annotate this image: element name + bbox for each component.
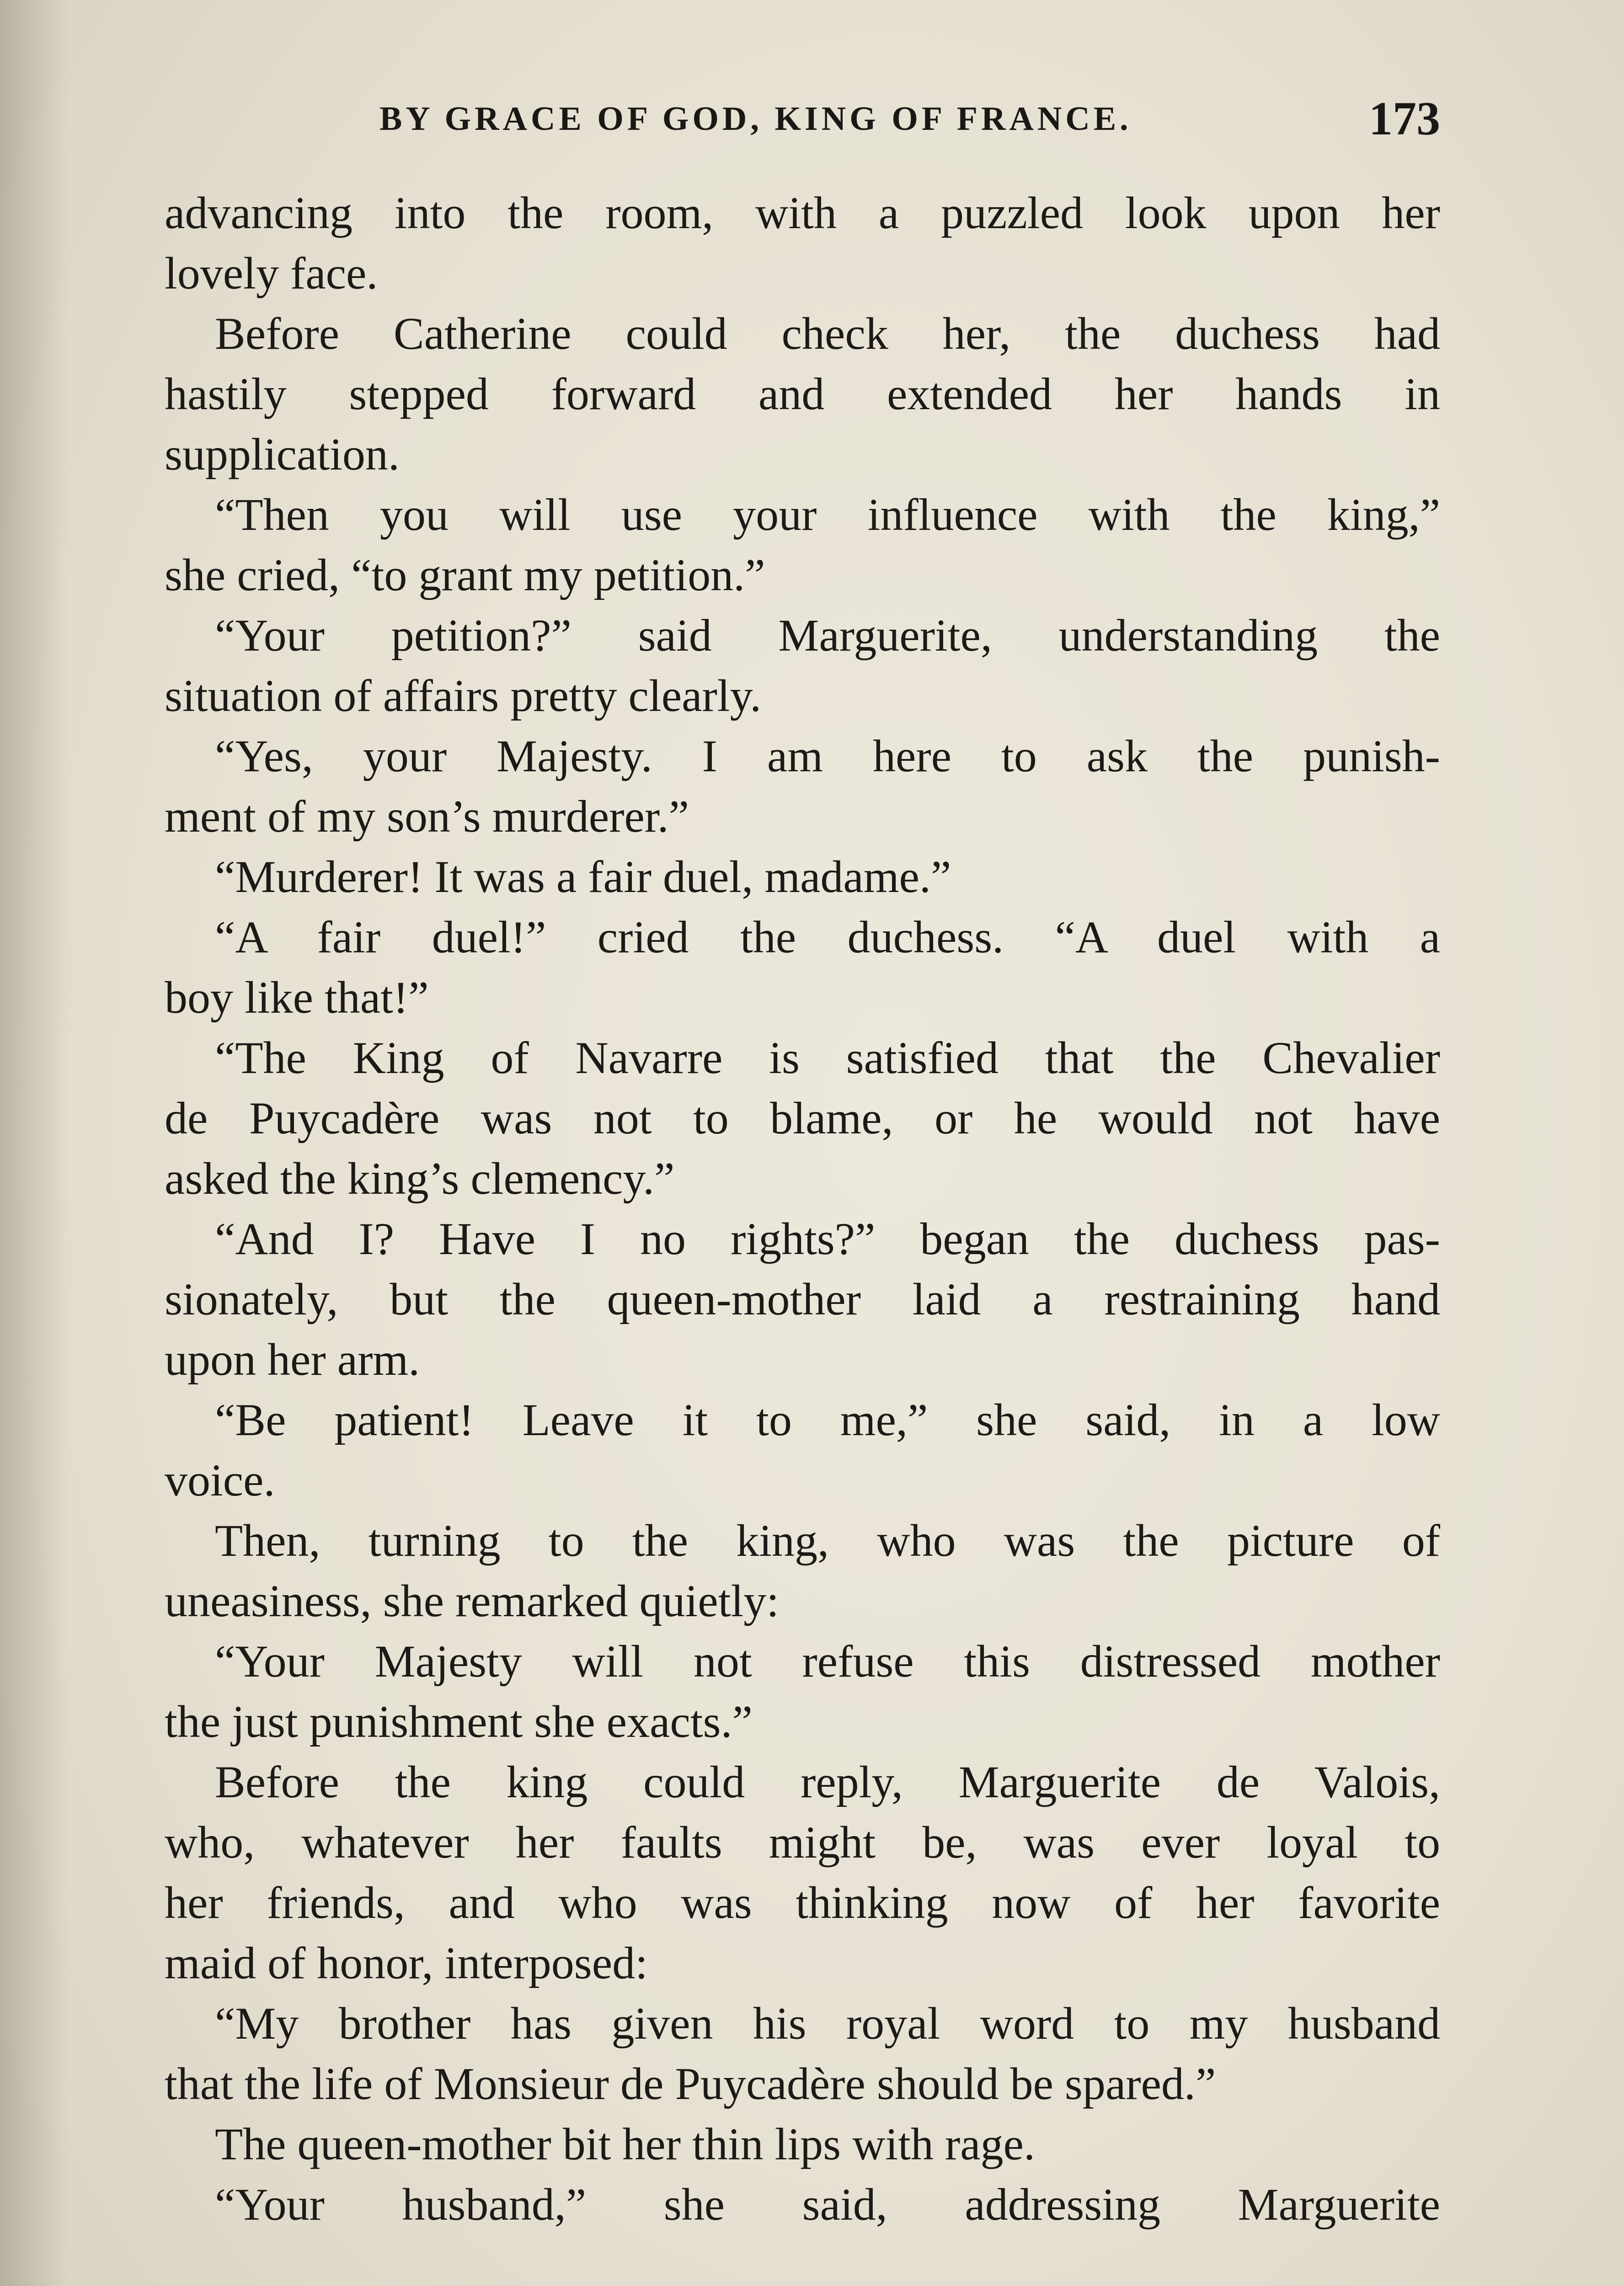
text-line: “Your petition?” said Marguerite, understanding the bbox=[215, 610, 1440, 661]
text-line: hastily stepped forward and extended her hands in bbox=[165, 369, 1440, 419]
text-line: her friends, and who was thinking now of her favorite bbox=[165, 1877, 1440, 1928]
text-line: upon her arm. bbox=[165, 1334, 420, 1385]
text-line: boy like that!” bbox=[165, 972, 429, 1023]
text-line: situation of affairs pretty clearly. bbox=[165, 670, 762, 721]
page-header bbox=[165, 91, 1440, 151]
text-line: Before Catherine could check her, the duchess had bbox=[215, 308, 1440, 359]
text-line: supplication. bbox=[165, 429, 400, 480]
text-line: “Yes, your Majesty. I am here to ask the punish- bbox=[215, 731, 1440, 781]
text-line: lovely face. bbox=[165, 248, 378, 299]
text-line: advancing into the room, with a puzzled look upon her bbox=[165, 187, 1440, 238]
text-line: “Be patient! Leave it to me,” she said, in a low bbox=[215, 1394, 1440, 1445]
text-line: “The King of Navarre is satisfied that the Chevalier bbox=[215, 1032, 1440, 1083]
text-line: Before the king could reply, Marguerite de Valois, bbox=[215, 1757, 1440, 1807]
text-line: “Then you will use your influence with the king,” bbox=[215, 489, 1440, 540]
text-line: uneasiness, she remarked quietly: bbox=[165, 1576, 780, 1626]
page-number: 173 bbox=[1369, 92, 1440, 145]
text-line: “A fair duel!” cried the duchess. “A duel with a bbox=[215, 912, 1440, 962]
text-line: that the life of Monsieur de Puycadère should be spared.” bbox=[165, 2058, 1216, 2109]
text-line: “My brother has given his royal word to my husband bbox=[215, 1998, 1440, 2049]
text-line: de Puycadère was not to blame, or he would not have bbox=[165, 1093, 1440, 1143]
text-line: the just punishment she exacts.” bbox=[165, 1696, 753, 1747]
text-line: The queen-mother bit her thin lips with rage. bbox=[215, 2119, 1035, 2169]
text-line: “Your Majesty will not refuse this distressed mother bbox=[215, 1636, 1440, 1687]
page-gutter-shadow bbox=[0, 0, 69, 2286]
text-line: asked the king’s clemency.” bbox=[165, 1153, 675, 1204]
text-line: ment of my son’s murderer.” bbox=[165, 791, 689, 842]
text-line: voice. bbox=[165, 1455, 275, 1506]
text-line: “And I? Have I no rights?” began the duchess pas- bbox=[215, 1213, 1440, 1264]
body-text bbox=[165, 183, 1440, 2235]
text-line: sionately, but the queen-mother laid a restraining hand bbox=[165, 1274, 1440, 1325]
text-line: “Murderer! It was a fair duel, madame.” bbox=[215, 851, 951, 902]
text-line: she cried, “to grant my petition.” bbox=[165, 550, 765, 600]
text-line: Then, turning to the king, who was the picture of bbox=[215, 1515, 1440, 1566]
running-title: BY GRACE OF GOD, KING OF FRANCE. bbox=[379, 100, 1132, 138]
text-line: maid of honor, interposed: bbox=[165, 1938, 648, 1988]
text-line: “Your husband,” she said, addressing Marguerite bbox=[215, 2179, 1440, 2230]
text-line: who, whatever her faults might be, was ever loyal to bbox=[165, 1817, 1440, 1868]
